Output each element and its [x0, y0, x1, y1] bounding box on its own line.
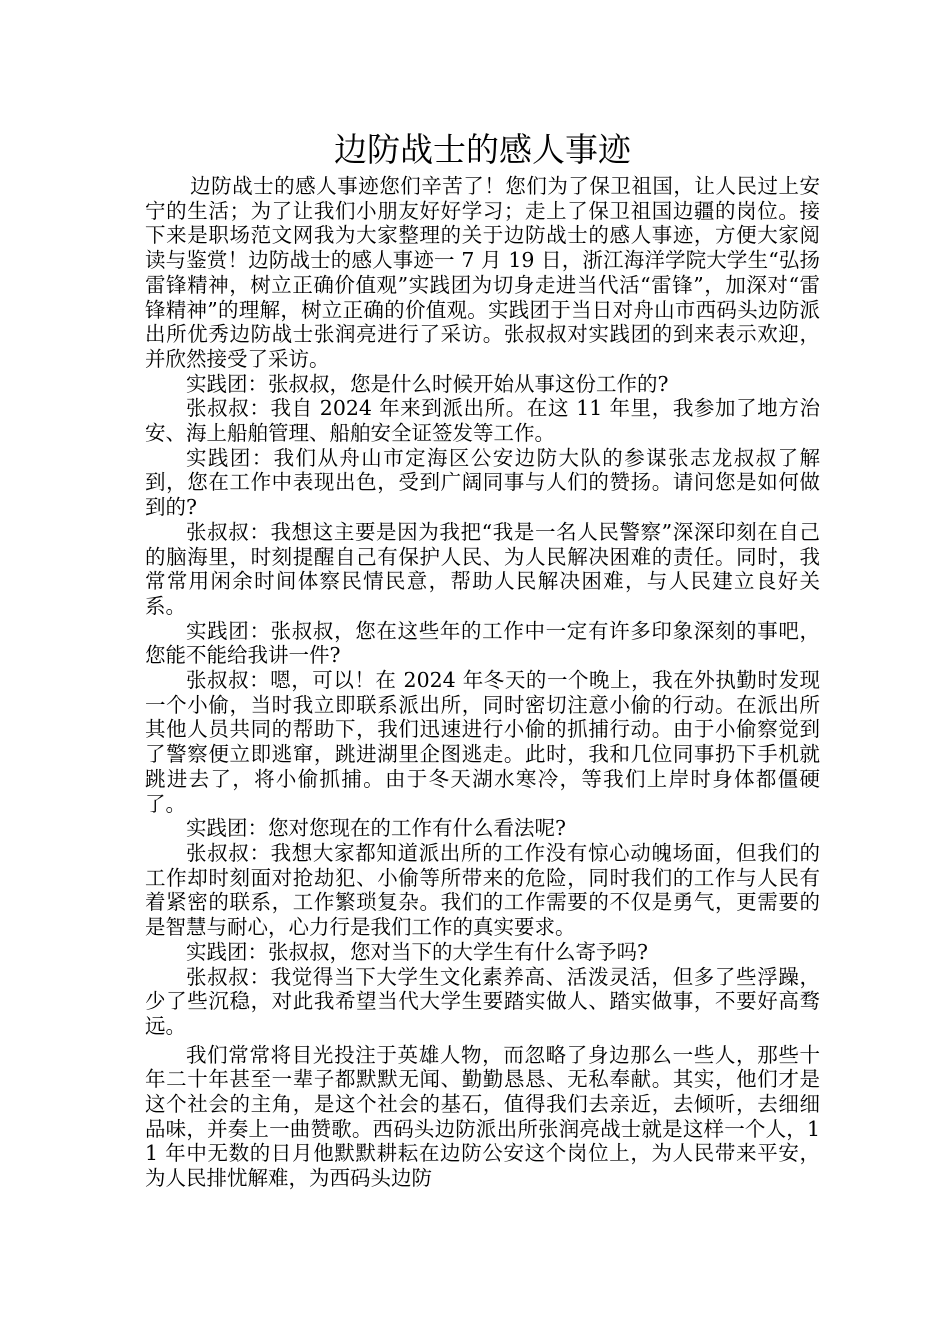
- document-title: 边防战士的感人事迹: [334, 130, 631, 169]
- paragraph-question-3: 实践团：张叔叔，您在这些年的工作中一定有许多印象深刻的事吧，您能不能给我讲一件?: [145, 618, 820, 668]
- document-page: [145, 128, 820, 1191]
- paragraph-intro: 边防战士的感人事迹您们辛苦了！您们为了保卫祖国，让人民过上安宁的生活；为了让我们小朋友好好学习；走上了保卫祖国边疆的岗位。接下来是职场范文网我为大家整理的关于边防战士的感人事迹，方便大家阅读与鉴赏！边防战士的感人事迹一 7 月 19 日，浙江海洋学院大学生“弘扬雷锋精神，树立正确价值观”实践团为切身走进当代活“雷锋”，加深对“雷锋精神”的理解，树立正确的价值观。实践团于当日对舟山市西码头边防派出所优秀边防战士张润亮进行了采访。张叔叔对实践团的到来表示欢迎，并欣然接受了采访。: [145, 174, 820, 371]
- paragraph-answer-5: 张叔叔：我觉得当下大学生文化素养高、活泼灵活，但多了些浮躁，少了些沉稳，对此我希望当代大学生要踏实做人、踏实做事，不要好高骛远。: [145, 964, 820, 1038]
- paragraph-question-2: 实践团：我们从舟山市定海区公安边防大队的参谋张志龙叔叔了解到，您在工作中表现出色，受到广阔同事与人们的赞扬。请问您是如何做到的?: [145, 445, 820, 520]
- paragraph-question-1: 实践团：张叔叔，您是什么时候开始从事这份工作的?: [186, 371, 669, 396]
- paragraph-conclusion: 我们常常将目光投注于英雄人物，而忽略了身边那么一些人，那些十年二十年甚至一辈子都默默无闻、勤勤恳恳、无私奉献。其实，他们才是这个社会的主角，是这个社会的基石，值得我们去亲近，去倾听，去细细品味，并奏上一曲赞歌。西码头边防派出所张润亮战士就是这样一个人，11 年中无数的日月他默默耕耘在边防公安这个岗位上，为人民带来平安，为人民排忧解难，为西码头边防: [145, 1042, 820, 1191]
- paragraph-question-4: 实践团：您对您现在的工作有什么看法呢?: [186, 816, 566, 841]
- paragraph-answer-3: 张叔叔：嗯，可以！在 2024 年冬天的一个晚上，我在外执勤时发现一个小偷，当时我立即联系派出所，同时密切注意小偷的行动。在派出所其他人员共同的帮助下，我们迅速进行小偷的抓捕行动。由于小偷察觉到了警察便立即逃窜，跳进湖里企图逃走。此时，我和几位同事扔下手机就跳进去了，将小偷抓捕。由于冬天湖水寒冷，等我们上岸时身体都僵硬了。: [145, 668, 820, 816]
- paragraph-question-5: 实践团：张叔叔，您对当下的大学生有什么寄予吗?: [186, 939, 648, 964]
- paragraph-answer-4: 张叔叔：我想大家都知道派出所的工作没有惊心动魄场面，但我们的工作却时刻面对抢劫犯、小偷等所带来的危险，同时我们的工作与人民有着紧密的联系，工作繁琐复杂。我们的工作需要的不仅是勇气，更需要的是智慧与耐心，心力行是我们工作的真实要求。: [145, 840, 820, 940]
- paragraph-answer-1: 张叔叔：我自 2024 年来到派出所。在这 11 年里，我参加了地方治安、海上船舶管理、船舶安全证签发等工作。: [145, 396, 820, 446]
- paragraph-answer-2: 张叔叔：我想这主要是因为我把“我是一名人民警察”深深印刻在自己的脑海里，时刻提醒自己有保护人民、为人民解决困难的责任。同时，我常常用闲余时间体察民情民意，帮助人民解决困难，与人民建立良好关系。: [145, 519, 820, 618]
